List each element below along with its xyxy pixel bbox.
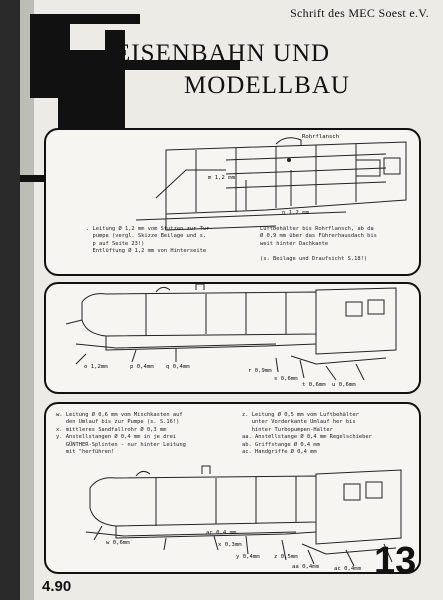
label-x: x 0,3mm — [218, 542, 242, 548]
label-z: z 0,5mm — [274, 554, 298, 560]
drawing-panel-1 — [44, 128, 421, 276]
label-t: t 0,6mm — [302, 382, 326, 388]
label-y: y 0,4mm — [236, 554, 260, 560]
locomotive-drawing-2 — [46, 284, 421, 394]
label-o: o 1,2mm — [84, 364, 108, 370]
label-m: m 1,2 mm — [208, 175, 235, 181]
caption-left-1: . Leitung Ø 1,2 mm vom Stutzen zur Tur- pumpe (vergl. Skizze Beilage und s. p auf Seite 23!) Entlüftung Ø 1,2 mm von Hinterseite — [86, 226, 213, 255]
label-ac-lower: ac 0,4mm — [334, 566, 361, 572]
label-aa: aa 0,4mm — [292, 564, 319, 570]
publisher-line: Schrift des MEC Soest e.V. — [290, 6, 429, 20]
label-u: u 0,6mm — [332, 382, 356, 388]
label-rohrflansch: Rohrflansch — [302, 134, 340, 140]
drawing-panel-2 — [44, 282, 421, 394]
title-line-1: EISENBAHN UND — [115, 40, 331, 67]
locomotive-drawing-3 — [46, 404, 421, 574]
label-q: q 0,4mm — [166, 364, 190, 370]
drawing-panel-3 — [44, 402, 421, 574]
issue-date: 4.90 — [42, 578, 72, 595]
label-ac-upper: ac 0,4 mm — [206, 530, 237, 536]
caption-left-3: w. Leitung Ø 0,6 mm vom Mischkasten auf den Umlauf bis zur Pumpe (s. S.16!) x. mittleres Sandfallrohr Ø 0,3 mm y. Anstellstangen Ø 0,4 mm in je drei GÜNTHER-Splinten - nur hinter Leitung mit "herführen! — [56, 412, 186, 456]
caption-right-3: z. Leitung Ø 0,5 mm vom Luftbehälter unter Vorderkante Umlauf her bis hinter Turbopumpen-Halter aa. Anstellstange Ø 0,4 mm Regelschieber ab. Griffstange Ø 0,4 mm ac. Handgriffe Ø 0,4 mm — [242, 412, 372, 456]
label-w: w 0,6mm — [106, 540, 130, 546]
label-p: p 0,4mm — [130, 364, 154, 370]
label-s: s 0,6mm — [274, 376, 298, 382]
title-line-2: MODELLBAU — [184, 72, 350, 99]
caption-right-1: Luftbehälter bis Rohrflansch, ab da Ø 0,9 mm über das Führerhausdach bis weit hinter Dachkante (s. Beilage und Draufsicht S.18!) — [260, 226, 377, 262]
label-n: n 1,2 mm — [282, 210, 309, 216]
label-r: r 0,9mm — [248, 368, 272, 374]
issue-number: 13 — [374, 540, 417, 582]
